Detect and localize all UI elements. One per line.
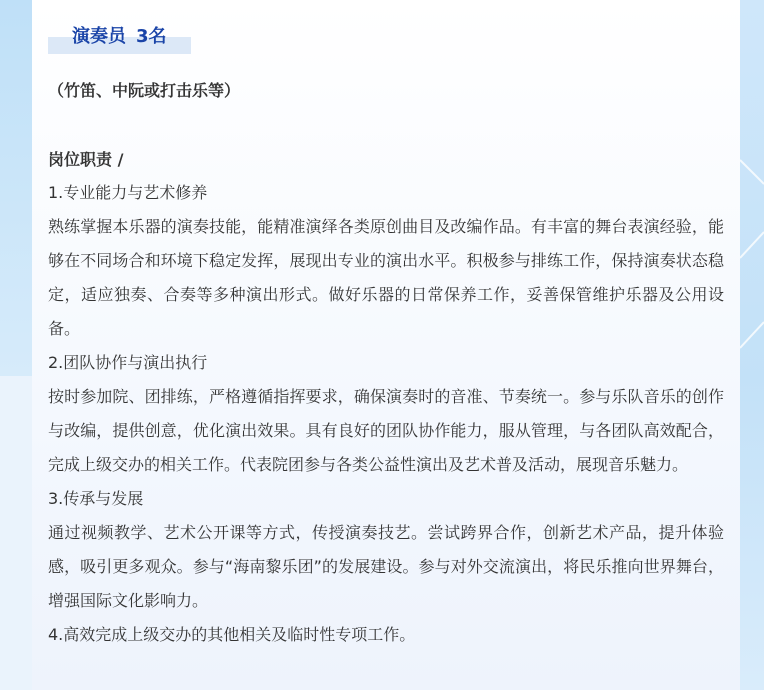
duties-body — [48, 176, 724, 652]
instrument-subtitle: （竹笛、中阮或打击乐等） — [48, 81, 241, 100]
role-count: 3名 — [136, 26, 167, 47]
section-heading: 3.传承与发展 — [48, 489, 144, 508]
decorative-lines — [740, 0, 764, 690]
content-card — [32, 0, 740, 690]
left-background-strip — [0, 0, 32, 376]
left-background-lower — [0, 376, 32, 690]
section-heading: 1.专业能力与艺术修养 — [48, 183, 208, 202]
duties-heading: 岗位职责 / — [48, 150, 124, 169]
role-title: 演奏员 — [72, 26, 126, 47]
role-tag — [48, 20, 191, 54]
section-text: 按时参加院、团排练，严格遵循指挥要求，确保演奏时的音准、节奏统一。参与乐队音乐的创作与改编，提供创意，优化演出效果。具有良好的团队协作能力，服从管理，与各团队高效配合，完成上级交办的相关工作。代表院团参与各类公益性演出及艺术普及活动，展现音乐魅力。 — [48, 387, 724, 474]
section-text: 通过视频教学、艺术公开课等方式，传授演奏技艺。尝试跨界合作，创新艺术产品，提升体验感，吸引更多观众。参与“海南黎乐团”的发展建设。参与对外交流演出，将民乐推向世界舞台，增强国际文化影响力。 — [48, 523, 724, 610]
right-background-strip — [740, 0, 764, 690]
closing-item: 4.高效完成上级交办的其他相关及临时性专项工作。 — [48, 625, 416, 644]
section-heading: 2.团队协作与演出执行 — [48, 353, 208, 372]
section-text: 熟练掌握本乐器的演奏技能，能精准演绎各类原创曲目及改编作品。有丰富的舞台表演经验，能够在不同场合和环境下稳定发挥，展现出专业的演出水平。积极参与排练工作，保持演奏状态稳定，适应独奏、合奏等多种演出形式。做好乐器的日常保养工作，妥善保管维护乐器及公用设备。 — [48, 217, 724, 338]
